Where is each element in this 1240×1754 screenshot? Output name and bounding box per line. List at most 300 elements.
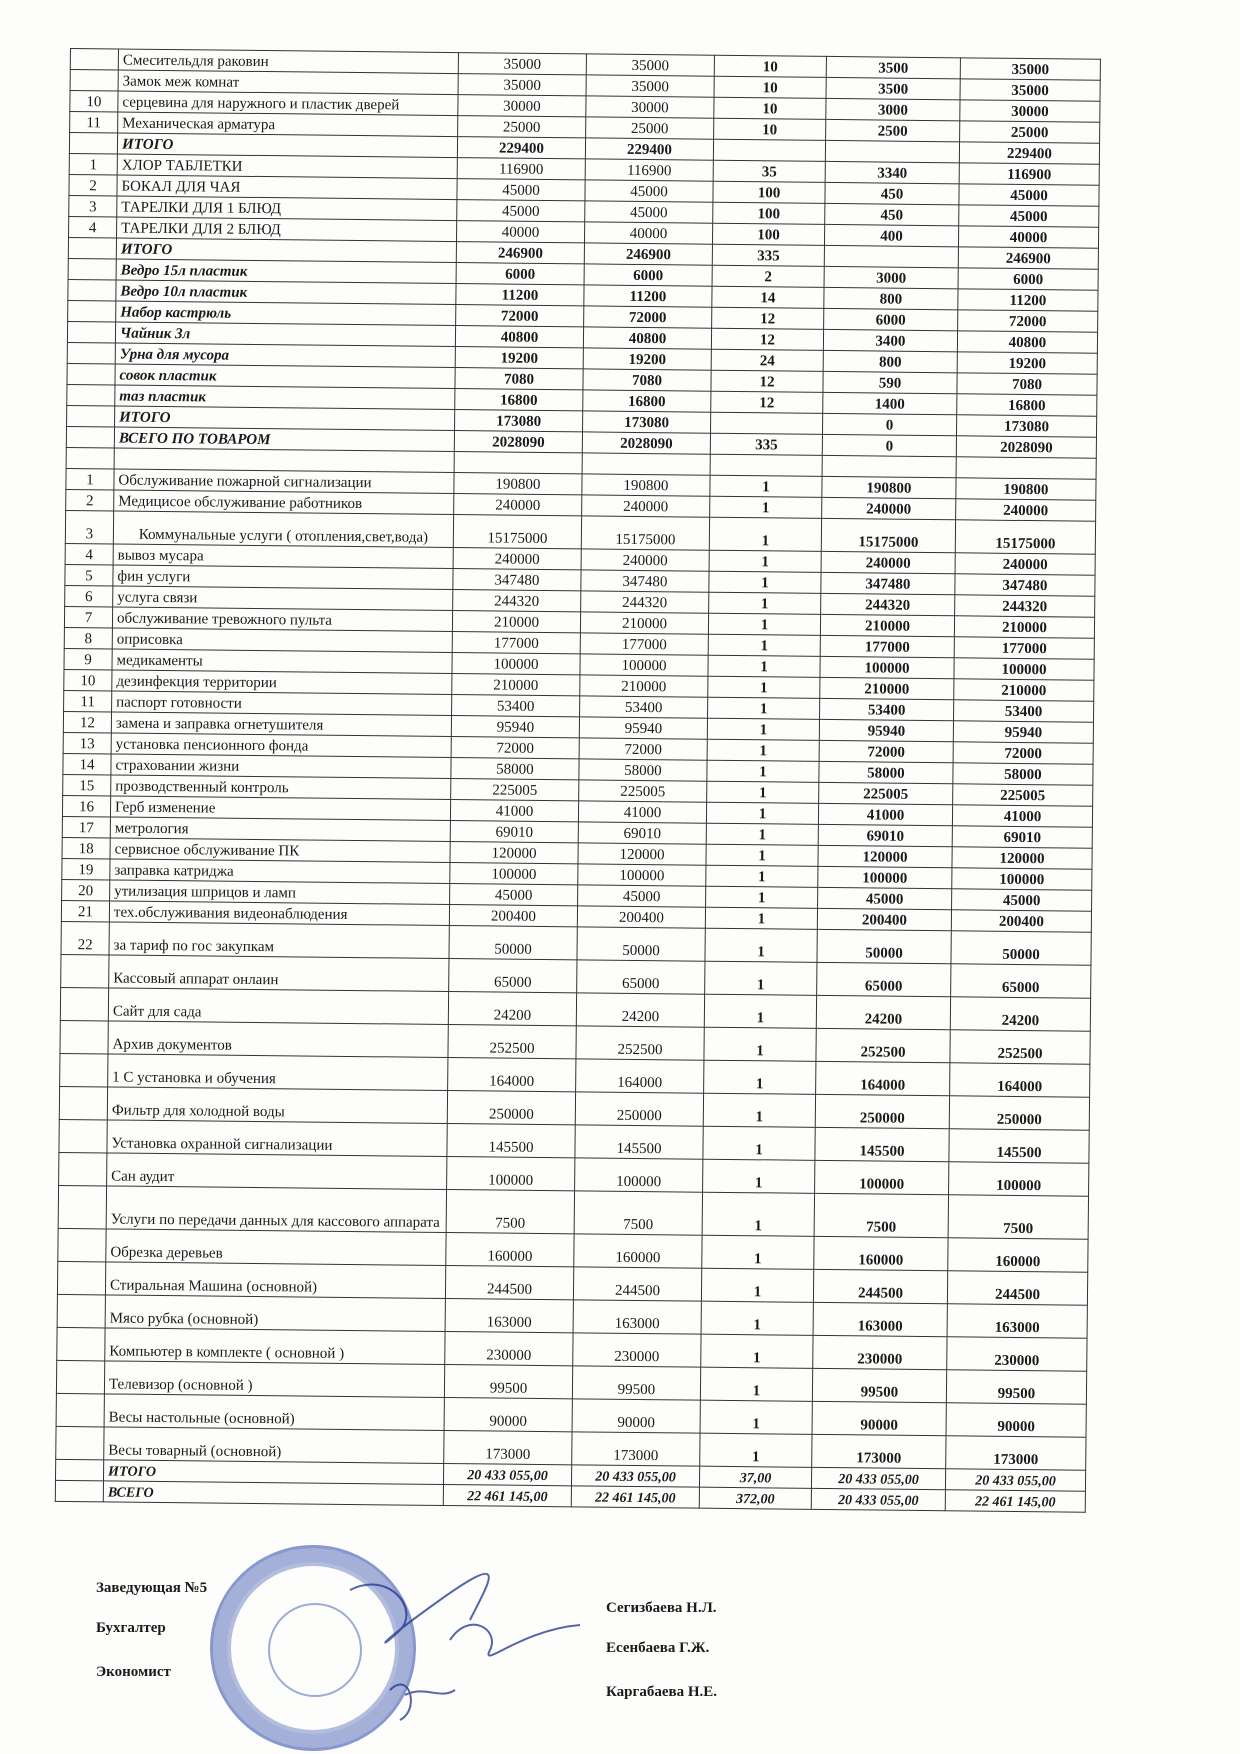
- quantity: 100: [712, 223, 824, 245]
- actual-amount: 65000: [577, 960, 705, 994]
- row-number: [68, 300, 116, 322]
- quantity: 1: [709, 517, 821, 551]
- quantity: 1: [703, 1126, 815, 1160]
- item-name: Телевизор (основной ): [104, 1361, 444, 1398]
- total-amount: 45000: [959, 205, 1099, 227]
- actual-amount: 173080: [583, 411, 711, 433]
- unit-price: 15175000: [821, 518, 955, 552]
- unit-price: 164000: [816, 1061, 950, 1095]
- quantity: 1: [701, 1268, 813, 1302]
- plan-amount: 40800: [455, 326, 583, 348]
- total-amount: 100000: [949, 1162, 1089, 1196]
- total-amount: 177000: [954, 637, 1094, 659]
- total-amount: 35000: [960, 58, 1100, 80]
- item-name: ТАРЕЛКИ ДЛЯ 2 БЛЮД: [117, 217, 457, 242]
- plan-amount: 22 461 145,00: [443, 1484, 571, 1506]
- plan-amount: 69010: [450, 821, 578, 843]
- row-number: 13: [63, 732, 111, 754]
- row-number: [55, 1480, 103, 1502]
- unit-price: 99500: [812, 1368, 946, 1402]
- plan-amount: 200400: [449, 905, 577, 927]
- plan-amount: 90000: [444, 1397, 572, 1431]
- quantity: 1: [703, 1159, 815, 1193]
- item-name: Весы товарный (основной): [104, 1427, 444, 1464]
- row-number: 4: [69, 216, 117, 238]
- total-amount: 7080: [957, 373, 1097, 395]
- row-number: [67, 363, 115, 385]
- total-amount: 200400: [951, 910, 1091, 932]
- unit-price: 100000: [818, 866, 952, 888]
- quantity: [710, 454, 822, 476]
- unit-price: 65000: [817, 962, 951, 996]
- item-name: ИТОГО: [116, 238, 456, 263]
- plan-amount: 100000: [450, 863, 578, 885]
- item-name: совок пластик: [115, 364, 455, 389]
- quantity: 1: [704, 1027, 816, 1061]
- actual-amount: 40800: [583, 327, 711, 349]
- row-number: [56, 1360, 104, 1394]
- total-amount: 58000: [953, 763, 1093, 785]
- unit-price: 163000: [813, 1302, 947, 1336]
- quantity: 1: [707, 760, 819, 782]
- actual-amount: 347480: [581, 570, 709, 592]
- unit-price: 100000: [820, 656, 954, 678]
- actual-amount: 40000: [584, 222, 712, 244]
- row-number: 22: [61, 921, 109, 955]
- item-name: Фильтр для холодной воды: [107, 1087, 447, 1124]
- actual-amount: 45000: [578, 885, 706, 907]
- row-number: 3: [65, 510, 113, 544]
- quantity: 10: [714, 118, 826, 140]
- item-name: Обрезка деревьев: [106, 1229, 446, 1266]
- item-name: Услуги по передачи данных для кассового аппарата: [106, 1186, 446, 1233]
- unit-price: 90000: [812, 1401, 946, 1435]
- total-amount: 15175000: [955, 520, 1095, 554]
- total-amount: 2028090: [956, 436, 1096, 458]
- unit-price: 450: [825, 182, 959, 204]
- plan-amount: 244320: [453, 590, 581, 612]
- item-name: ИТОГО: [103, 1460, 443, 1485]
- item-name: вывоз мусара: [113, 544, 453, 569]
- plan-amount: 19200: [455, 347, 583, 369]
- unit-price: 3000: [824, 266, 958, 288]
- plan-amount: 35000: [458, 74, 586, 96]
- unit-price: 69010: [818, 824, 952, 846]
- quantity: 1: [702, 1192, 814, 1236]
- row-number: [68, 258, 116, 280]
- actual-amount: 229400: [585, 138, 713, 160]
- actual-amount: 2028090: [582, 432, 710, 454]
- plan-amount: 244500: [445, 1266, 573, 1300]
- total-amount: 50000: [951, 931, 1091, 965]
- actual-amount: 164000: [576, 1059, 704, 1093]
- row-number: [67, 321, 115, 343]
- actual-amount: 35000: [586, 75, 714, 97]
- plan-amount: 210000: [452, 674, 580, 696]
- quantity: 1: [708, 613, 820, 635]
- row-number: [70, 70, 118, 92]
- item-name: Обслуживание пожарной сигнализации: [114, 469, 454, 494]
- plan-amount: 7080: [455, 368, 583, 390]
- unit-price: 200400: [817, 908, 951, 930]
- row-number: [59, 1119, 107, 1153]
- unit-price: 160000: [814, 1236, 948, 1270]
- total-amount: 11200: [958, 289, 1098, 311]
- row-number: [60, 1020, 108, 1054]
- unit-price: 2500: [826, 119, 960, 141]
- actual-amount: 90000: [572, 1399, 700, 1433]
- unit-price: 53400: [820, 698, 954, 720]
- quantity: 1: [706, 844, 818, 866]
- item-name: услуга связи: [113, 586, 453, 611]
- quantity: 1: [705, 928, 817, 962]
- total-amount: 72000: [958, 310, 1098, 332]
- total-amount: 173000: [946, 1436, 1086, 1470]
- plan-amount: 160000: [446, 1233, 574, 1267]
- row-number: [57, 1261, 105, 1295]
- unit-price: 244500: [813, 1269, 947, 1303]
- row-number: 4: [65, 543, 113, 565]
- item-name: 1 С установка и обучения: [108, 1054, 448, 1091]
- quantity: 10: [714, 76, 826, 98]
- item-name: Механическая арматура: [118, 112, 458, 137]
- row-number: [60, 987, 108, 1021]
- quantity: 1: [705, 907, 817, 929]
- plan-amount: 225005: [451, 779, 579, 801]
- item-name: за тариф по гос закупкам: [109, 922, 449, 959]
- actual-amount: 250000: [575, 1092, 703, 1126]
- total-amount: 40000: [958, 226, 1098, 248]
- total-amount: 246900: [958, 247, 1098, 269]
- plan-amount: 173080: [455, 410, 583, 432]
- quantity: 372,00: [699, 1487, 811, 1509]
- plan-amount: 35000: [458, 53, 586, 75]
- plan-amount: 45000: [457, 200, 585, 222]
- actual-amount: 50000: [577, 927, 705, 961]
- unit-price: 590: [823, 371, 957, 393]
- total-amount: 30000: [960, 100, 1100, 122]
- item-name: прозводственный контроль: [111, 775, 451, 800]
- actual-amount: [582, 453, 710, 475]
- plan-amount: 347480: [453, 569, 581, 591]
- quantity: 1: [700, 1433, 812, 1467]
- row-number: [66, 447, 114, 469]
- total-amount: 173080: [956, 415, 1096, 437]
- total-amount: 240000: [956, 499, 1096, 521]
- item-name: дезинфекция территории: [112, 670, 452, 695]
- total-amount: 190800: [956, 478, 1096, 500]
- actual-amount: 225005: [579, 780, 707, 802]
- total-amount: 45000: [959, 184, 1099, 206]
- actual-amount: 45000: [585, 180, 713, 202]
- actual-amount: 190800: [582, 474, 710, 496]
- actual-amount: 72000: [584, 306, 712, 328]
- item-name: серцевина для наружного и пластик дверей: [118, 91, 458, 116]
- actual-amount: 20 433 055,00: [571, 1465, 699, 1487]
- quantity: 1: [708, 676, 820, 698]
- quantity: [711, 412, 823, 434]
- unit-price: 177000: [820, 635, 954, 657]
- plan-amount: 145500: [447, 1124, 575, 1158]
- plan-amount: 7500: [446, 1190, 574, 1234]
- quantity: 12: [711, 328, 823, 350]
- plan-amount: 24200: [448, 992, 576, 1026]
- row-number: 11: [70, 112, 118, 134]
- row-number: 2: [69, 174, 117, 196]
- plan-amount: 240000: [454, 494, 582, 516]
- total-amount: 164000: [950, 1063, 1090, 1097]
- item-name: Коммунальные услуги ( отопления,свет,вода): [113, 511, 453, 548]
- row-number: 12: [63, 711, 111, 733]
- actual-amount: 177000: [580, 633, 708, 655]
- item-name: Ведро 10л пластик: [116, 280, 456, 305]
- item-name: Герб изменение: [110, 796, 450, 821]
- total-amount: 53400: [954, 700, 1094, 722]
- unit-price: 800: [824, 287, 958, 309]
- item-name: оприсовка: [112, 628, 452, 653]
- quantity: 1: [709, 571, 821, 593]
- row-number: [56, 1426, 104, 1460]
- plan-amount: 229400: [457, 137, 585, 159]
- signature-role-head: Заведующая №5: [96, 1580, 208, 1596]
- total-amount: 69010: [952, 826, 1092, 848]
- row-number: [68, 279, 116, 301]
- row-number: 14: [63, 753, 111, 775]
- actual-amount: 252500: [576, 1026, 704, 1060]
- quantity: 1: [710, 496, 822, 518]
- row-number: [59, 1086, 107, 1120]
- quantity: 37,00: [699, 1466, 811, 1488]
- row-number: [69, 133, 117, 155]
- item-name: установка пенсионного фонда: [111, 733, 451, 758]
- actual-amount: 11200: [584, 285, 712, 307]
- plan-amount: 177000: [452, 632, 580, 654]
- item-name: Установка охранной сигнализации: [107, 1120, 447, 1157]
- plan-amount: 190800: [454, 473, 582, 495]
- row-number: [66, 426, 114, 448]
- item-name: Кассовый аппарат онлаин: [109, 955, 449, 992]
- item-name: ИТОГО: [115, 406, 455, 431]
- unit-price: 210000: [820, 677, 954, 699]
- unit-price: 0: [822, 413, 956, 435]
- quantity: 10: [714, 97, 826, 119]
- row-number: [60, 1053, 108, 1087]
- actual-amount: 145500: [575, 1125, 703, 1159]
- total-amount: 252500: [950, 1030, 1090, 1064]
- quantity: 14: [712, 286, 824, 308]
- unit-price: 225005: [819, 782, 953, 804]
- total-amount: 240000: [955, 553, 1095, 575]
- actual-amount: 69010: [578, 822, 706, 844]
- quantity: 12: [711, 391, 823, 413]
- row-number: [70, 49, 118, 71]
- unit-price: 50000: [817, 929, 951, 963]
- plan-amount: 53400: [452, 695, 580, 717]
- signature-role-accountant: Бухгалтер: [96, 1620, 166, 1636]
- unit-price: 100000: [815, 1160, 949, 1194]
- unit-price: 450: [825, 203, 959, 225]
- unit-price: 3340: [825, 161, 959, 183]
- total-amount: 99500: [946, 1370, 1086, 1404]
- actual-amount: 210000: [580, 612, 708, 634]
- total-amount: 35000: [960, 79, 1100, 101]
- item-name: Замок меж комнат: [118, 70, 458, 95]
- total-amount: 19200: [957, 352, 1097, 374]
- row-number: 5: [65, 564, 113, 586]
- actual-amount: 210000: [580, 675, 708, 697]
- row-number: 16: [62, 795, 110, 817]
- quantity: 1: [706, 865, 818, 887]
- plan-amount: 116900: [457, 158, 585, 180]
- actual-amount: 246900: [584, 243, 712, 265]
- unit-price: 1400: [823, 392, 957, 414]
- actual-amount: 22 461 145,00: [571, 1486, 699, 1508]
- unit-price: 95940: [819, 719, 953, 741]
- total-amount: 160000: [948, 1238, 1088, 1272]
- plan-amount: 163000: [445, 1299, 573, 1333]
- unit-price: 240000: [822, 497, 956, 519]
- item-name: ВСЕГО ПО ТОВАРОМ: [114, 427, 454, 452]
- unit-price: 6000: [824, 308, 958, 330]
- row-number: [61, 954, 109, 988]
- row-number: [58, 1228, 106, 1262]
- unit-price: 173000: [812, 1434, 946, 1468]
- row-number: 21: [61, 900, 109, 922]
- quantity: 1: [700, 1367, 812, 1401]
- total-amount: 250000: [949, 1096, 1089, 1130]
- quantity: 1: [704, 1060, 816, 1094]
- item-name: Чайник 3л: [115, 322, 455, 347]
- unit-price: 3500: [826, 77, 960, 99]
- plan-amount: 40000: [456, 221, 584, 243]
- total-amount: 210000: [954, 616, 1094, 638]
- quantity: 1: [707, 739, 819, 761]
- quantity: 1: [708, 634, 820, 656]
- unit-price: 145500: [815, 1127, 949, 1161]
- unit-price: 3500: [826, 56, 960, 78]
- actual-amount: 41000: [578, 801, 706, 823]
- total-amount: 90000: [946, 1403, 1086, 1437]
- total-amount: 25000: [960, 121, 1100, 143]
- item-name: утилизация шприцов и ламп: [110, 880, 450, 905]
- row-number: [56, 1393, 104, 1427]
- actual-amount: 163000: [573, 1300, 701, 1334]
- plan-amount: 6000: [456, 263, 584, 285]
- actual-amount: 6000: [584, 264, 712, 286]
- signature-name-head: Сегизбаева Н.Л.: [606, 1600, 717, 1616]
- signature-role-economist: Экономист: [96, 1664, 171, 1680]
- unit-price: 58000: [819, 761, 953, 783]
- row-number: 6: [65, 585, 113, 607]
- total-amount: 72000: [953, 742, 1093, 764]
- row-number: 11: [64, 690, 112, 712]
- item-name: Урна для мусора: [115, 343, 455, 368]
- quantity: 1: [709, 550, 821, 572]
- total-amount: 6000: [958, 268, 1098, 290]
- quantity: [713, 139, 825, 161]
- total-amount: 244500: [947, 1271, 1087, 1305]
- actual-amount: 19200: [583, 348, 711, 370]
- item-name: ТАРЕЛКИ ДЛЯ 1 БЛЮД: [117, 196, 457, 221]
- quantity: 1: [709, 592, 821, 614]
- row-number: 10: [70, 91, 118, 113]
- actual-amount: 200400: [577, 906, 705, 928]
- total-amount: 120000: [952, 847, 1092, 869]
- actual-amount: 7500: [574, 1191, 702, 1235]
- plan-amount: 45000: [457, 179, 585, 201]
- plan-amount: 50000: [449, 926, 577, 960]
- item-name: страховании жизни: [111, 754, 451, 779]
- actual-amount: 24200: [576, 993, 704, 1027]
- plan-amount: 164000: [448, 1058, 576, 1092]
- plan-amount: 250000: [447, 1091, 575, 1125]
- total-amount: 225005: [953, 784, 1093, 806]
- plan-amount: 11200: [456, 284, 584, 306]
- row-number: 2: [66, 489, 114, 511]
- quantity: 1: [703, 1093, 815, 1127]
- unit-price: 72000: [819, 740, 953, 762]
- total-amount: 229400: [959, 142, 1099, 164]
- item-name: Медицисое обслуживание работников: [114, 490, 454, 515]
- row-number: 9: [64, 648, 112, 670]
- quantity: 35: [713, 160, 825, 182]
- plan-amount: 65000: [449, 959, 577, 993]
- items-table-body: [55, 49, 1100, 1513]
- actual-amount: 120000: [578, 843, 706, 865]
- unit-price: 3400: [823, 329, 957, 351]
- item-name: Мясо рубка (основной): [105, 1295, 445, 1332]
- total-amount: 95940: [953, 721, 1093, 743]
- plan-amount: 72000: [456, 305, 584, 327]
- row-number: [55, 1459, 103, 1481]
- row-number: 1: [69, 153, 117, 175]
- actual-amount: 244320: [581, 591, 709, 613]
- total-amount: 24200: [950, 997, 1090, 1031]
- item-name: тех.обслуживания видеонаблюдения: [109, 901, 449, 926]
- item-name: БОКАЛ ДЛЯ ЧАЯ: [117, 175, 457, 200]
- item-name: сервисное обслуживание ПК: [110, 838, 450, 863]
- quantity: 1: [708, 697, 820, 719]
- row-number: 20: [62, 879, 110, 901]
- total-amount: 22 461 145,00: [945, 1490, 1085, 1512]
- actual-amount: 240000: [581, 549, 709, 571]
- quantity: 1: [700, 1400, 812, 1434]
- actual-amount: 15175000: [581, 516, 709, 550]
- plan-amount: 100000: [447, 1157, 575, 1191]
- plan-amount: 41000: [450, 800, 578, 822]
- actual-amount: 230000: [573, 1333, 701, 1367]
- actual-amount: 100000: [580, 654, 708, 676]
- quantity: 1: [705, 961, 817, 995]
- actual-amount: 16800: [583, 390, 711, 412]
- unit-price: 800: [823, 350, 957, 372]
- row-number: 19: [62, 858, 110, 880]
- unit-price: [822, 455, 956, 477]
- total-amount: 20 433 055,00: [945, 1469, 1085, 1491]
- quantity: 12: [712, 307, 824, 329]
- row-number: [58, 1185, 106, 1229]
- quantity: 1: [704, 994, 816, 1028]
- quantity: 100: [713, 202, 825, 224]
- total-amount: 7500: [948, 1195, 1088, 1239]
- actual-amount: 72000: [579, 738, 707, 760]
- item-name: метрология: [110, 817, 450, 842]
- unit-price: 3000: [826, 98, 960, 120]
- actual-amount: 25000: [586, 117, 714, 139]
- plan-amount: 252500: [448, 1025, 576, 1059]
- row-number: 8: [64, 627, 112, 649]
- plan-amount: 120000: [450, 842, 578, 864]
